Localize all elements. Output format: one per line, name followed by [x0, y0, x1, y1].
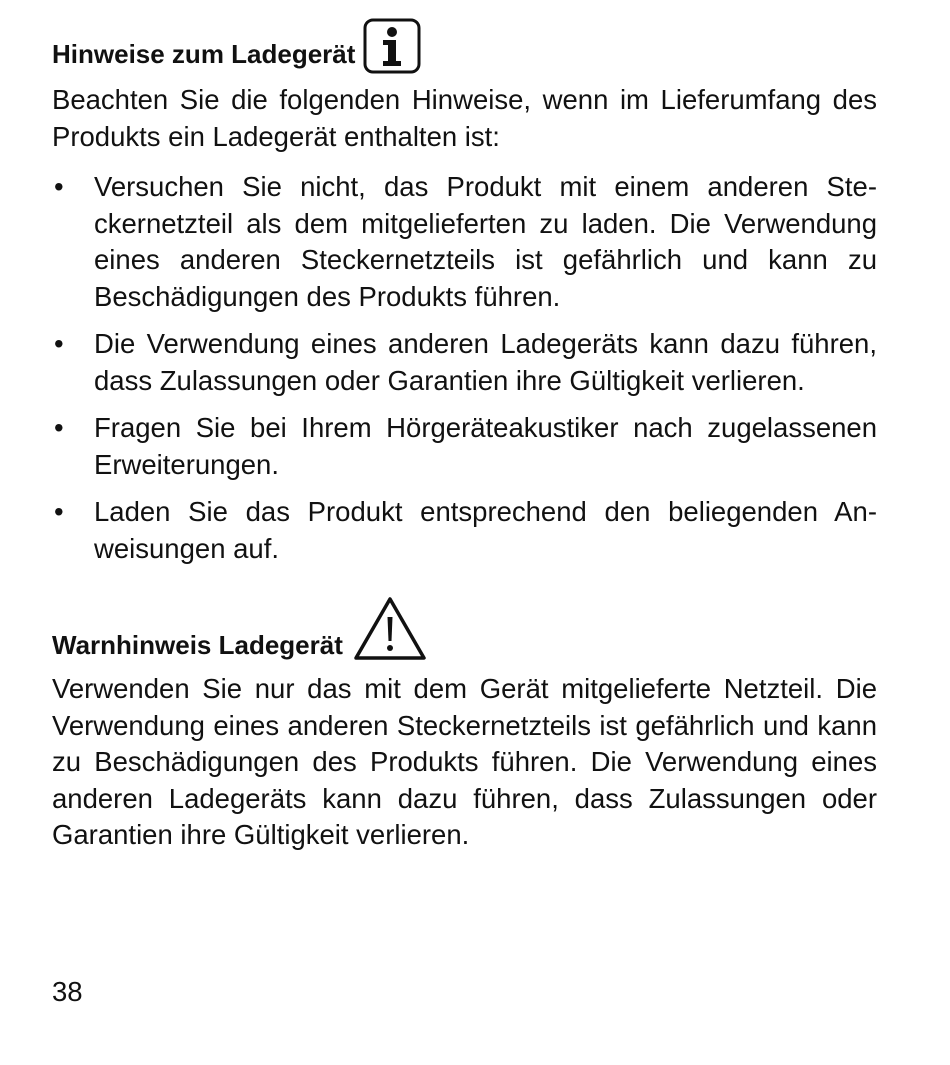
list-item-text: Fragen Sie bei Ihrem Hörgeräteakustiker nach zugelassenen Erweiterungen.	[94, 412, 877, 480]
section-heading-charger-notes	[52, 18, 877, 72]
charger-warning-title: Warnhinweis Ladegerät	[52, 630, 343, 660]
list-item	[52, 494, 877, 567]
list-item-text: Die Verwendung eines anderen Ladegeräts kann dazu führen, dass Zulassungen oder Garantien ihre Gültigkeit verlieren.	[94, 328, 877, 396]
charger-notes-title: Hinweise zum Ladegerät	[52, 39, 356, 69]
list-item-text: Laden Sie das Produkt entsprechend den beliegenden Anweisungen auf.	[94, 496, 877, 564]
list-item-text: Versuchen Sie nicht, das Produkt mit einem anderen Steckernetzteil als dem mitgelieferten zu laden. Die Verwendung eines anderen Steckernetzteils ist gefährlich und kann zu Beschädigungen des Produkts führen.	[94, 171, 877, 312]
manual-page	[52, 0, 877, 854]
bullet-icon: •	[54, 328, 64, 359]
charger-warning-text: Verwenden Sie nur das mit dem Gerät mitgelieferte Netzteil. Die Verwendung eines anderen Steckernetzteils ist gefährlich und kann zu Beschädigungen des Produkts führen. Die Verwendung eines anderen Ladegeräts kann dazu führen, dass Zulassungen oder Garantien ihre Gültigkeit verlieren.	[52, 673, 877, 850]
bullet-icon: •	[54, 496, 64, 527]
charger-notes-intro: Beachten Sie die folgenden Hinweise, wenn im Lieferumfang des Produkts ein Ladegerät enthalten ist:	[52, 84, 877, 152]
section-heading-charger-warning	[52, 595, 877, 663]
charger-notes-list	[52, 169, 877, 567]
bullet-icon: •	[54, 412, 64, 443]
warning-triangle-icon	[353, 595, 427, 661]
list-item	[52, 169, 877, 315]
page-number: 38	[52, 976, 83, 1007]
list-item	[52, 410, 877, 483]
info-icon	[363, 18, 421, 74]
bullet-icon: •	[54, 171, 64, 202]
list-item	[52, 326, 877, 399]
